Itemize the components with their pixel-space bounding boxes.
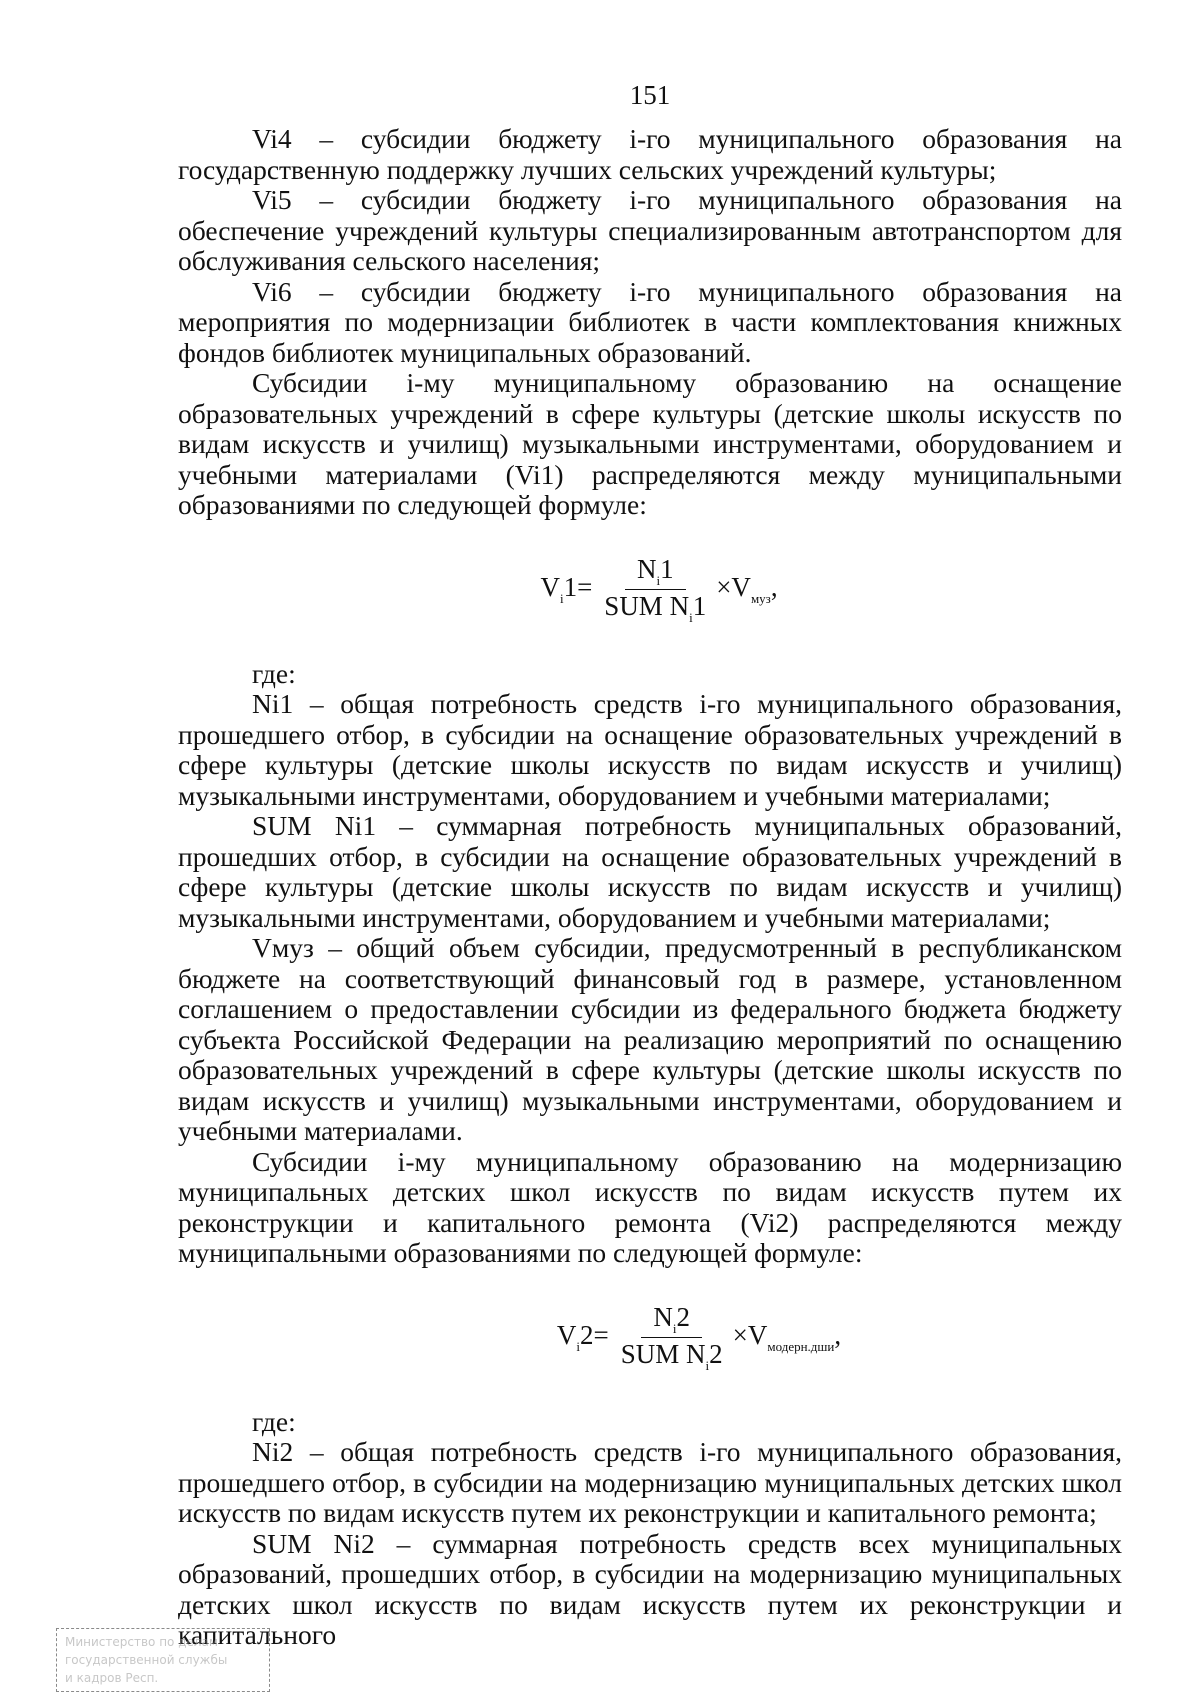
paragraph-ni1: Ni1 – общая потребность средств i-го муниципального образования, прошедшего отбор, в субсидии на оснащение образовательных учреждений в сфере культуры (детские школы искусств по видам искусств и училищ) музыкальными инструментами, оборудованием и учебными материалами; (178, 688, 1122, 811)
document-body (178, 124, 1122, 1651)
formula-lhs: $V_i1=$ (540, 572, 593, 606)
formula-denominator: SUM $N_i2$ (620, 1338, 723, 1373)
where-label: где: (252, 1405, 296, 1437)
stamp-line: государственной службы (65, 1653, 228, 1667)
paragraph-subsidy-equipment: Субсидии i-му муниципальному образованию на оснащение образовательных учреждений в сфере культуры (детские школы искусств по видам искусств и училищ) музыкальными инструментами, оборудованием и учебными материалами (Vi1) распределяются между муниципальными образованиями по следующей формуле: (178, 367, 1122, 520)
paragraph-ni2: Ni2 – общая потребность средств i-го муниципального образования, прошедшего отбор, в субсидии на модернизацию муниципальных детских школ искусств по видам искусств путем их реконструкции и капитального ремонта; (178, 1436, 1122, 1528)
formula-multiplier: $\times V_{муз}$, (716, 572, 778, 606)
formula-denominator: SUM $N_i1$ (604, 590, 707, 625)
registration-stamp (56, 1628, 270, 1692)
formula-lhs: $V_i2=$ (556, 1320, 609, 1354)
where-label: где: (252, 657, 296, 689)
paragraph-subsidy-modernization: Субсидии i-му муниципальному образованию на модернизацию муниципальных детских школ искусств по видам искусств путем их реконструкции и капитального ремонта (Vi2) распределяются между муниципальными образованиями по следующей формуле: (178, 1145, 1122, 1268)
paragraph-vi5: Vi5 – субсидии бюджету i-го муниципального образования на обеспечение учреждений культуры специализированным автотранспортом для обслуживания сельского населения; (178, 184, 1122, 276)
formula-vi2 (178, 1303, 1122, 1373)
paragraph-sum-ni2: SUM Ni2 – суммарная потребность средств всех муниципальных образований, прошедших отбор, в субсидии на модернизацию муниципальных детских школ искусств по видам искусств путем их реконструкции и капитального (178, 1527, 1122, 1650)
paragraph-sum-ni1: SUM Ni1 – суммарная потребность муниципальных образований, прошедших отбор, в субсидии на оснащение образовательных учреждений в сфере культуры (детские школы искусств по видам искусств и училищ) музыкальными инструментами, оборудованием и учебными материалами; (178, 810, 1122, 933)
formula-multiplier: $\times V_{модерн.дши}$, (732, 1320, 842, 1354)
paragraph-vi4: Vi4 – субсидии бюджету i-го муниципального образования на государственную поддержку лучших сельских учреждений культуры; (178, 123, 1122, 185)
paragraph-vmuz: Vмуз – общий объем субсидии, предусмотренный в республиканском бюджете на соответствующий финансовый год в размере, установленном соглашением о предоставлении субсидии из федерального бюджета бюджету субъекта Российской Федерации на реализацию мероприятий по оснащению образовательных учреждений в сфере культуры (детские школы искусств по видам искусств и училищ) музыкальными инструментами, оборудованием и учебными материалами. (178, 932, 1122, 1146)
formula-fraction (596, 553, 714, 625)
formula-numerator: $N_i1$ (625, 556, 686, 590)
page-number: 151 (629, 80, 671, 110)
paragraph-vi6: Vi6 – субсидии бюджету i-го муниципального образования на мероприятия по модернизации библиотек в части комплектования книжных фондов библиотек муниципальных образований. (178, 275, 1122, 368)
stamp-line: Министерство по делам (65, 1635, 218, 1649)
formula-vi1 (178, 555, 1122, 625)
formula-fraction (613, 1301, 731, 1373)
stamp-line: и кадров Респ. (65, 1671, 159, 1685)
formula-numerator: $N_i2$ (641, 1304, 702, 1338)
